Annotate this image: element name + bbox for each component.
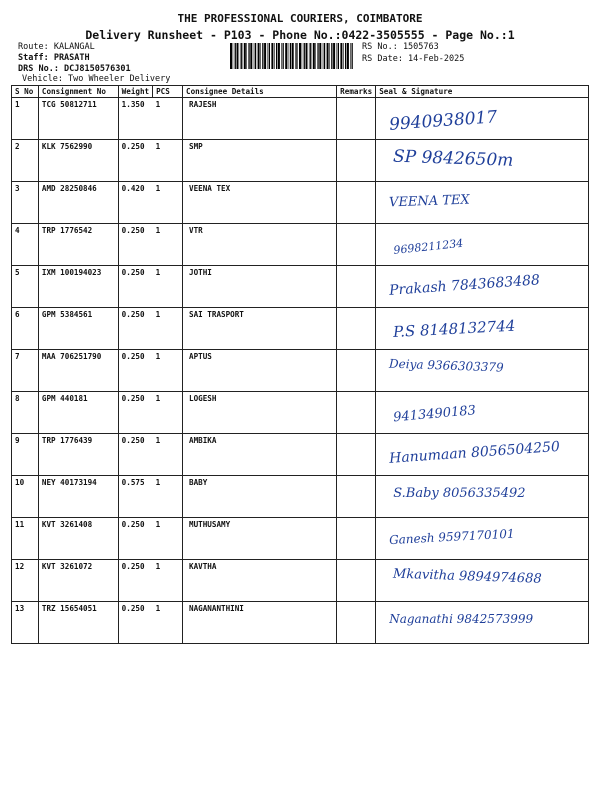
serial-number: 12: [12, 560, 39, 602]
signature-cell: [376, 476, 589, 518]
remarks-cell: [337, 476, 376, 518]
handwritten-signature: Deiya 9366303379: [389, 356, 505, 375]
consignee-name: LOGESH: [183, 392, 337, 434]
signature-cell: [376, 98, 589, 140]
col-signature: Seal & Signature: [376, 86, 589, 98]
runsheet-subtitle: Delivery Runsheet - P103 - Phone No.:0422-3505555 - Page No.:1: [85, 28, 515, 42]
consignee-name: VEENA TEX: [183, 182, 337, 224]
signature-cell: [376, 308, 589, 350]
serial-number: 5: [12, 266, 39, 308]
serial-number: 7: [12, 350, 39, 392]
serial-number: 9: [12, 434, 39, 476]
remarks-cell: [337, 98, 376, 140]
pieces: 1: [153, 266, 183, 308]
table-row: [12, 224, 589, 266]
handwritten-signature: S.Baby 8056335492: [393, 486, 526, 501]
consignee-name: VTR: [183, 224, 337, 266]
signature-cell: [376, 518, 589, 560]
consignment-number: TRP 1776439: [38, 434, 118, 476]
consignee-name: MUTHUSAMY: [183, 518, 337, 560]
signature-cell: [376, 434, 589, 476]
drs-number: DRS No.: DCJ8150576301: [18, 64, 131, 74]
table-row: [12, 182, 589, 224]
weight: 0.250: [118, 350, 152, 392]
remarks-cell: [337, 392, 376, 434]
pieces: 1: [153, 518, 183, 560]
pieces: 1: [153, 182, 183, 224]
consignment-number: MAA 706251790: [38, 350, 118, 392]
pieces: 1: [153, 308, 183, 350]
weight: 0.250: [118, 308, 152, 350]
consignee-name: SAI TRASPORT: [183, 308, 337, 350]
col-consignment: Consignment No: [38, 86, 118, 98]
consignee-name: NAGANANTHINI: [183, 602, 337, 644]
consignee-name: JOTHI: [183, 266, 337, 308]
handwritten-signature: 9940938017: [388, 107, 499, 135]
pieces: 1: [153, 434, 183, 476]
signature-cell: [376, 602, 589, 644]
handwritten-signature: Naganathi 9842573999: [389, 612, 534, 626]
consignment-number: KVT 3261072: [38, 560, 118, 602]
consignee-name: SMP: [183, 140, 337, 182]
serial-number: 10: [12, 476, 39, 518]
table-row: [12, 266, 589, 308]
company-title: THE PROFESSIONAL COURIERS, COIMBATORE: [177, 12, 423, 25]
table-row: [12, 602, 589, 644]
signature-cell: [376, 560, 589, 602]
handwritten-signature: P.S 8148132744: [392, 316, 516, 342]
pieces: 1: [153, 140, 183, 182]
serial-number: 2: [12, 140, 39, 182]
staff-label: Staff: PRASATH: [18, 53, 90, 63]
route-label: Route: KALANGAL: [18, 42, 95, 52]
col-remarks: Remarks: [337, 86, 376, 98]
remarks-cell: [337, 140, 376, 182]
table-row: [12, 518, 589, 560]
remarks-cell: [337, 224, 376, 266]
rs-number: RS No.: 1505763: [362, 42, 439, 52]
consignee-name: BABY: [183, 476, 337, 518]
weight: 0.250: [118, 140, 152, 182]
weight: 0.575: [118, 476, 152, 518]
consignment-number: KVT 3261408: [38, 518, 118, 560]
serial-number: 1: [12, 98, 39, 140]
remarks-cell: [337, 350, 376, 392]
consignee-name: AMBIKA: [183, 434, 337, 476]
weight: 0.250: [118, 434, 152, 476]
remarks-cell: [337, 266, 376, 308]
serial-number: 11: [12, 518, 39, 560]
remarks-cell: [337, 518, 376, 560]
weight: 0.250: [118, 518, 152, 560]
signature-cell: [376, 392, 589, 434]
barcode-icon: [230, 43, 355, 69]
handwritten-signature: 9413490183: [392, 403, 477, 426]
pieces: 1: [153, 392, 183, 434]
handwritten-signature: Mkavitha 9894974688: [392, 566, 543, 587]
col-sno: S No: [12, 86, 39, 98]
weight: 0.250: [118, 602, 152, 644]
consignment-number: NEY 40173194: [38, 476, 118, 518]
remarks-cell: [337, 434, 376, 476]
table-row: [12, 392, 589, 434]
signature-cell: [376, 224, 589, 266]
serial-number: 13: [12, 602, 39, 644]
consignment-number: GPM 440181: [38, 392, 118, 434]
weight: 0.250: [118, 224, 152, 266]
remarks-cell: [337, 602, 376, 644]
table-header-row: [12, 86, 589, 98]
consignee-name: RAJESH: [183, 98, 337, 140]
consignment-number: AMD 28250846: [38, 182, 118, 224]
table-row: [12, 434, 589, 476]
serial-number: 8: [12, 392, 39, 434]
remarks-cell: [337, 560, 376, 602]
pieces: 1: [153, 602, 183, 644]
signature-cell: [376, 266, 589, 308]
handwritten-signature: Ganesh 9597170101: [388, 526, 516, 548]
pieces: 1: [153, 476, 183, 518]
handwritten-signature: VEENA TEX: [388, 192, 471, 211]
vehicle-label: Vehicle: Two Wheeler Delivery: [22, 74, 171, 84]
pieces: 1: [153, 560, 183, 602]
rs-date: RS Date: 14-Feb-2025: [362, 54, 465, 64]
consignment-number: GPM 5384561: [38, 308, 118, 350]
table-row: [12, 140, 589, 182]
consignment-number: TRP 1776542: [38, 224, 118, 266]
weight: 0.250: [118, 560, 152, 602]
table-row: [12, 98, 589, 140]
signature-cell: [376, 140, 589, 182]
serial-number: 3: [12, 182, 39, 224]
handwritten-signature: 9698211234: [393, 236, 465, 257]
handwritten-signature: Hanumaan 8056504250: [388, 438, 561, 467]
table-row: [12, 560, 589, 602]
table-row: [12, 476, 589, 518]
serial-number: 4: [12, 224, 39, 266]
serial-number: 6: [12, 308, 39, 350]
handwritten-signature: SP 9842650m: [392, 146, 514, 171]
remarks-cell: [337, 308, 376, 350]
consignment-number: TCG 50812711: [38, 98, 118, 140]
pieces: 1: [153, 224, 183, 266]
remarks-cell: [337, 182, 376, 224]
handwritten-signature: Prakash 7843683488: [388, 272, 541, 299]
weight: 0.420: [118, 182, 152, 224]
col-weight: Weight: [118, 86, 152, 98]
consignee-name: KAVTHA: [183, 560, 337, 602]
consignment-number: KLK 7562990: [38, 140, 118, 182]
col-pcs: PCS: [153, 86, 183, 98]
col-consignee: Consignee Details: [183, 86, 337, 98]
table-row: [12, 350, 589, 392]
pieces: 1: [153, 98, 183, 140]
pieces: 1: [153, 350, 183, 392]
runsheet-table: [11, 85, 589, 644]
consignee-name: APTUS: [183, 350, 337, 392]
table-row: [12, 308, 589, 350]
weight: 1.350: [118, 98, 152, 140]
weight: 0.250: [118, 392, 152, 434]
consignment-number: IXM 100194023: [38, 266, 118, 308]
signature-cell: [376, 182, 589, 224]
consignment-number: TRZ 15654051: [38, 602, 118, 644]
signature-cell: [376, 350, 589, 392]
weight: 0.250: [118, 266, 152, 308]
